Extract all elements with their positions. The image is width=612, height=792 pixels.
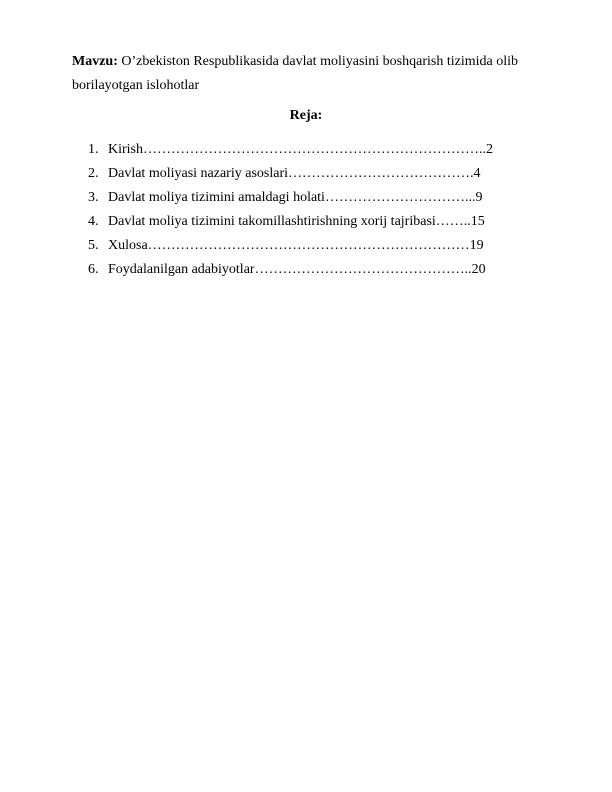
- toc-item: [88, 138, 493, 162]
- toc-item-number: 5.: [88, 238, 99, 253]
- toc-item: [88, 162, 493, 186]
- toc-item-text: Xulosa……………………………………………………………19: [108, 238, 484, 253]
- toc-item-text: Davlat moliyasi nazariy asoslari………………………………….4: [108, 166, 481, 181]
- toc-item-number: 3.: [88, 190, 99, 205]
- toc-item-text: Davlat moliya tizimini amaldagi holati…………………………...9: [108, 190, 483, 205]
- table-of-contents: [88, 138, 493, 282]
- toc-item: [88, 210, 493, 234]
- topic-label: Mavzu:: [72, 54, 118, 69]
- toc-item-number: 6.: [88, 262, 99, 277]
- topic-text: O’zbekiston Respublikasida davlat moliyasini boshqarish tizimida olib borilayotgan islohotlar: [72, 54, 518, 93]
- plan-title: Reja:: [289, 108, 323, 123]
- toc-item-text: Kirish………………………………………………………………..2: [108, 142, 493, 157]
- toc-item-number: 4.: [88, 214, 99, 229]
- toc-item-number: 2.: [88, 166, 99, 181]
- toc-item: [88, 258, 493, 282]
- topic-paragraph: [72, 50, 540, 98]
- toc-item-number: 1.: [88, 142, 99, 157]
- toc-item: [88, 186, 493, 210]
- toc-item: [88, 234, 493, 258]
- toc-item-text: Davlat moliya tizimini takomillashtirishning xorij tajribasi……..15: [108, 214, 485, 229]
- toc-item-text: Foydalanilgan adabiyotlar………………………………………..20: [108, 262, 486, 277]
